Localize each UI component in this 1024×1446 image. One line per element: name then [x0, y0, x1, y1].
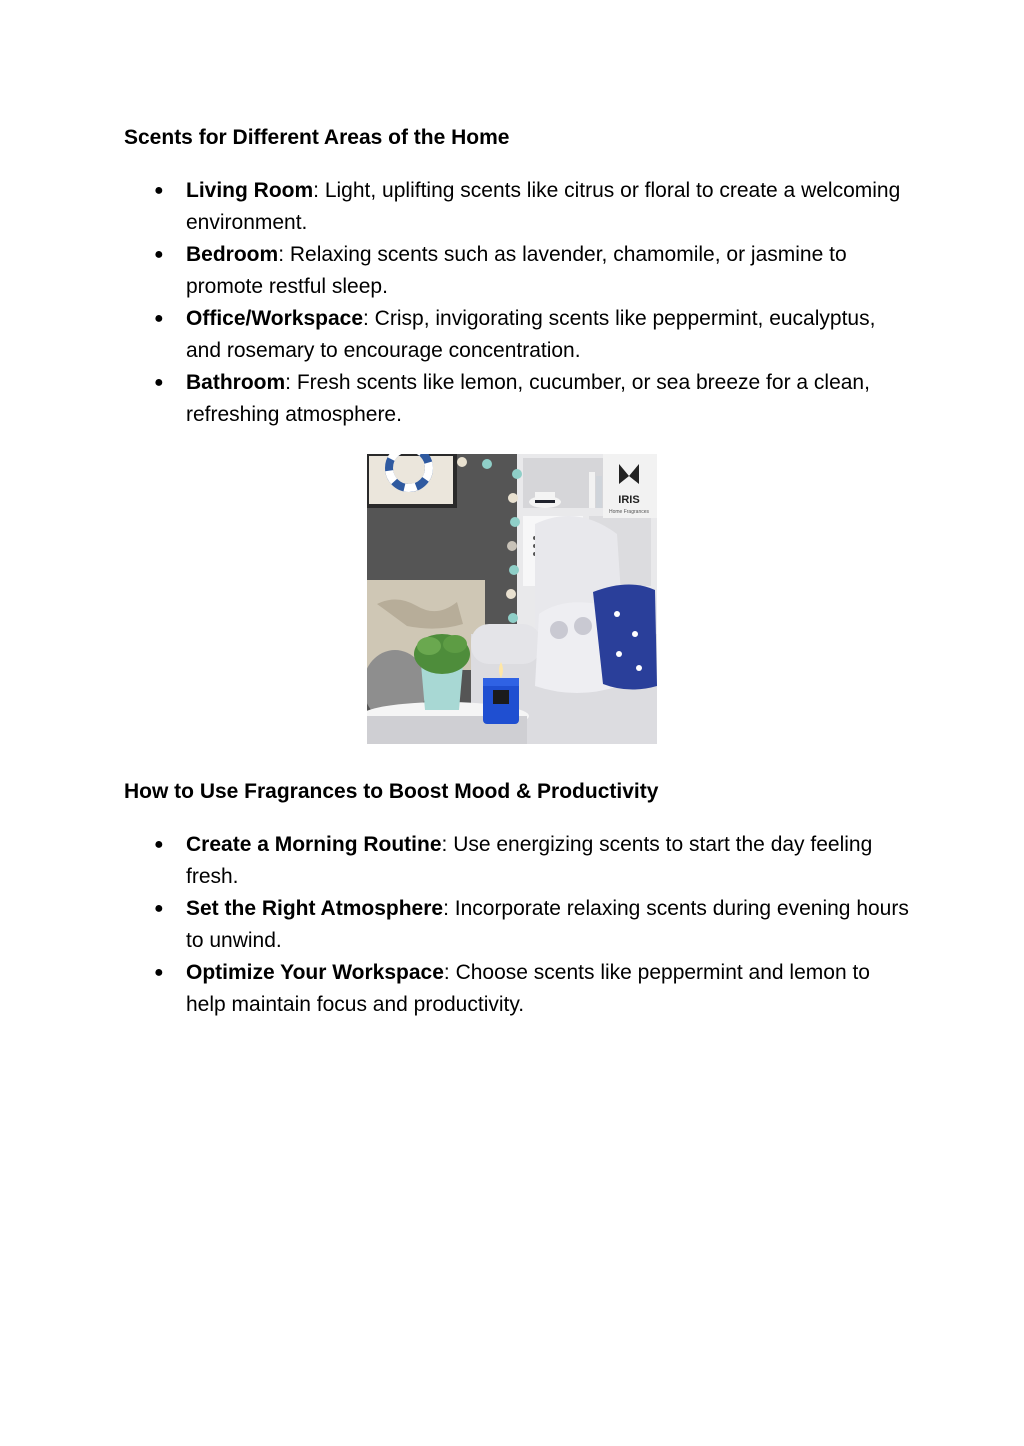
- list-item-term: Bathroom: [186, 371, 286, 394]
- room-candle-illustration: [367, 454, 657, 744]
- brand-logo-subtext: Home Fragrances: [608, 509, 650, 515]
- list-item-term: Living Room: [186, 179, 314, 202]
- list-item-term: Set the Right Atmosphere: [186, 897, 444, 920]
- list-item-text: : Light, uplifting scents like citrus or floral to create a welcoming environment.: [186, 179, 901, 234]
- bullet-icon: ●: [154, 310, 164, 327]
- brand-logo-text: IRIS: [618, 494, 640, 506]
- bullet-icon: ●: [154, 964, 164, 981]
- section-heading-scents-areas: Scents for Different Areas of the Home: [124, 126, 510, 149]
- list-item-text: : Fresh scents like lemon, cucumber, or sea breeze for a clean, refreshing atmosphere.: [186, 371, 870, 426]
- bullet-icon: ●: [154, 836, 164, 853]
- room-candle-photo: [367, 454, 657, 744]
- list-item: [124, 239, 914, 303]
- list-item-text: : Use energizing scents to start the day feeling fresh.: [186, 833, 873, 888]
- bullet-icon: ●: [154, 374, 164, 391]
- list-item: [124, 175, 914, 239]
- bullet-icon: ●: [154, 246, 164, 263]
- list-item-term: Bedroom: [186, 243, 279, 266]
- list-item-text: : Incorporate relaxing scents during evening hours to unwind.: [186, 897, 909, 952]
- list-item: [124, 829, 914, 893]
- section-heading-mood-productivity: How to Use Fragrances to Boost Mood & Productivity: [124, 780, 659, 803]
- bullet-icon: ●: [154, 182, 164, 199]
- list-item: [124, 303, 914, 367]
- list-item: [124, 367, 914, 431]
- list-item: [124, 957, 914, 1021]
- list-item: [124, 893, 914, 957]
- list-item-text: : Relaxing scents such as lavender, chamomile, or jasmine to promote restful sleep.: [186, 243, 847, 298]
- mood-productivity-list: [124, 829, 914, 1021]
- list-item-term: Office/Workspace: [186, 307, 364, 330]
- list-item-term: Create a Morning Routine: [186, 833, 442, 856]
- list-item-term: Optimize Your Workspace: [186, 961, 444, 984]
- list-item-text: : Choose scents like peppermint and lemon to help maintain focus and productivity.: [186, 961, 870, 1016]
- scents-areas-list: [124, 175, 914, 431]
- list-item-text: : Crisp, invigorating scents like peppermint, eucalyptus, and rosemary to encourage concentration.: [186, 307, 876, 362]
- bullet-icon: ●: [154, 900, 164, 917]
